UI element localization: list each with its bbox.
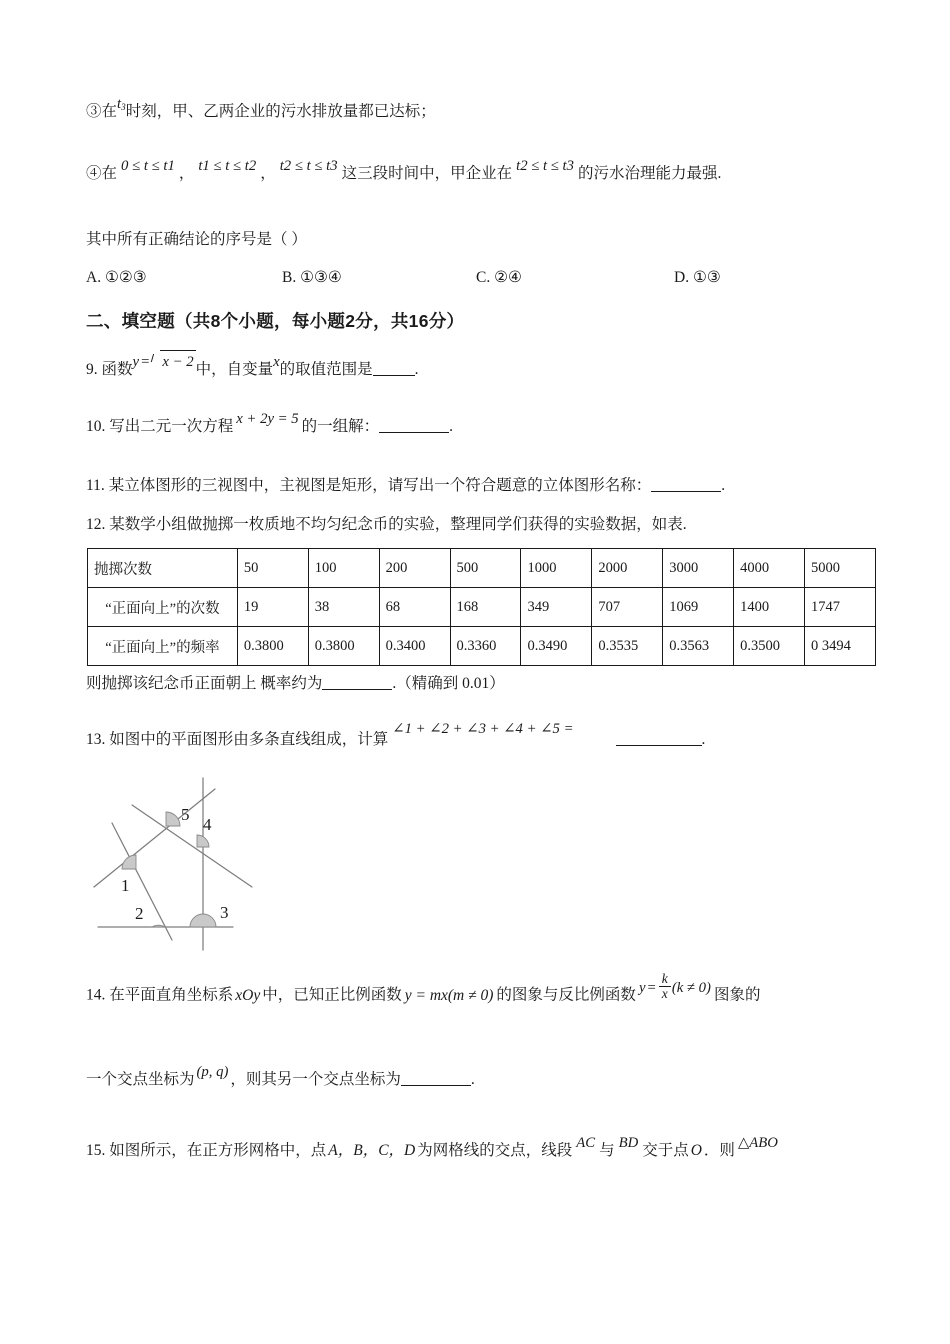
- cell-heads-4: 349: [521, 588, 592, 627]
- question-10-tail: .: [449, 418, 454, 435]
- row-header-frequency: “正面向上”的频率: [88, 627, 238, 666]
- cell-tosses-1: 100: [308, 549, 379, 588]
- statement-4: [86, 157, 722, 185]
- angle-2-arc: [152, 925, 165, 927]
- cell-freq-4: 0.3490: [521, 627, 592, 666]
- question-15-triangle-abo: △ABO: [737, 1134, 778, 1151]
- question-12: [86, 513, 687, 536]
- cell-heads-8: 1747: [805, 588, 876, 627]
- question-11-text: 某立体图形的三视图中，主视图是矩形，请写出一个符合题意的立体图形名称：: [108, 477, 652, 494]
- question-11-answer-blank[interactable]: [651, 491, 721, 492]
- question-15-mid-1: 为网格线的交点，线段: [417, 1142, 573, 1159]
- table-row-frequency: [88, 627, 876, 666]
- cell-tosses-5: 2000: [592, 549, 663, 588]
- question-10-pre: 写出二元一次方程: [109, 418, 234, 435]
- statement-4-mid: 这三段时间中，甲企业在: [341, 165, 513, 182]
- angle-label-2: 2: [135, 904, 144, 923]
- angle-label-3: 3: [220, 903, 229, 922]
- question-13-expression: ∠1 + ∠2 + ∠3 + ∠4 + ∠5 =: [392, 720, 574, 737]
- question-15-segment-bd: BD: [618, 1134, 639, 1151]
- statement-3-pre: 在: [101, 103, 118, 120]
- cell-freq-5: 0.3535: [592, 627, 663, 666]
- cell-tosses-2: 200: [379, 549, 450, 588]
- cell-heads-5: 707: [592, 588, 663, 627]
- cell-heads-2: 68: [379, 588, 450, 627]
- question-14: [86, 970, 761, 1009]
- question-9-mid: 中，自变量: [195, 361, 274, 378]
- choice-c-value: ②④: [494, 269, 522, 286]
- choice-d-value: ①③: [692, 269, 721, 286]
- question-9-answer-blank[interactable]: [373, 375, 415, 376]
- question-14-line2-post: ，则其另一个交点坐标为: [230, 1071, 401, 1088]
- question-9-post: 的取值范围是: [279, 361, 373, 378]
- statement-3-post: 时刻，甲、乙两企业的污水排放量都已达标；: [125, 103, 436, 120]
- question-11: [86, 474, 725, 497]
- experiment-data-table-wrapper: [87, 548, 876, 666]
- choice-c[interactable]: [476, 268, 522, 287]
- statement-4-pre: 在: [101, 165, 118, 182]
- question-15-number: 15.: [86, 1142, 106, 1159]
- table-row-heads-count: [88, 588, 876, 627]
- choice-b-value: ①③④: [300, 269, 342, 286]
- question-15-pre: 如图所示，在正方形网格中，点: [109, 1142, 327, 1159]
- question-14-direct-function: y = mx(m ≠ 0): [404, 986, 494, 1004]
- choice-b[interactable]: [282, 268, 342, 287]
- angle-label-4: 4: [203, 815, 212, 834]
- question-12-answer-blank[interactable]: [322, 689, 392, 690]
- choice-b-label: B.: [282, 269, 297, 286]
- question-14-line2-pre: 一个交点坐标为: [86, 1071, 195, 1088]
- question-9-tail: .: [414, 361, 419, 378]
- statement-4-range-4: t2 ≤ t ≤ t3: [516, 157, 574, 174]
- angle-4-arc: [197, 835, 209, 847]
- choice-a-value: ①②③: [104, 269, 147, 286]
- angle-label-5: 5: [181, 805, 190, 824]
- cell-heads-3: 168: [450, 588, 521, 627]
- question-14-answer-blank[interactable]: [401, 1085, 471, 1086]
- angle-1-arc: [122, 855, 136, 869]
- cell-tosses-7: 4000: [734, 549, 805, 588]
- statement-4-comma-2: ，: [260, 165, 276, 182]
- choice-prompt: 其中所有正确结论的序号是（ ）: [86, 231, 307, 248]
- choice-list: [86, 268, 876, 294]
- question-14-tail: .: [470, 1071, 475, 1088]
- question-13-answer-blank[interactable]: [616, 745, 702, 746]
- cell-heads-1: 38: [308, 588, 379, 627]
- statement-4-range-3: t2 ≤ t ≤ t3: [279, 157, 338, 174]
- question-14-coord-system: xOy: [235, 986, 261, 1004]
- sqrt-symbol: x − 2: [151, 350, 195, 373]
- question-14-mid-2: 的图象与反比例函数: [496, 986, 636, 1004]
- row-header-tosses: 抛掷次数: [88, 549, 238, 588]
- question-10-post: 的一组解：: [301, 418, 380, 435]
- row-header-heads-count: “正面向上”的次数: [88, 588, 238, 627]
- question-14-point: (p, q): [196, 1063, 229, 1080]
- cell-freq-0: 0.3800: [237, 627, 308, 666]
- cell-tosses-4: 1000: [521, 549, 592, 588]
- cell-heads-6: 1069: [663, 588, 734, 627]
- question-10-answer-blank[interactable]: [379, 432, 449, 433]
- question-9-variable: x: [273, 353, 280, 370]
- fraction-k-over-x: $\frac{k}{x}$: [659, 972, 671, 1001]
- statement-3-variable: $t_3$: [117, 95, 126, 112]
- question-13: [86, 720, 706, 751]
- choice-d[interactable]: [674, 268, 721, 287]
- question-11-number: 11.: [86, 477, 105, 494]
- question-15-points: A，B，C，D: [328, 1142, 416, 1159]
- statement-4-range-1: 0 ≤ t ≤ t1: [121, 157, 175, 174]
- cell-freq-6: 0.3563: [663, 627, 734, 666]
- statement-4-range-2: t1 ≤ t ≤ t2: [198, 157, 257, 174]
- question-14-mid-1: 中，已知正比例函数: [262, 986, 402, 1004]
- cell-freq-1: 0.3800: [308, 627, 379, 666]
- choice-a-label: A.: [86, 269, 102, 286]
- cell-tosses-6: 3000: [663, 549, 734, 588]
- angle-5-arc: [166, 812, 180, 826]
- angle-label-1: 1: [121, 876, 130, 895]
- question-14-mid-3: 图象的: [713, 986, 761, 1004]
- question-12-footer-post: .（精确到 0.01）: [392, 675, 505, 692]
- question-9-formula: y = x − 2: [133, 354, 196, 370]
- choice-a[interactable]: [86, 268, 147, 287]
- question-15-mid-3: ．则: [703, 1142, 735, 1159]
- cell-freq-3: 0.3360: [450, 627, 521, 666]
- question-11-tail: .: [721, 477, 726, 494]
- angle-3-arc: [190, 914, 216, 927]
- statement-4-marker: ④: [86, 165, 102, 182]
- cell-heads-0: 19: [237, 588, 308, 627]
- cell-freq-7: 0.3500: [734, 627, 805, 666]
- cell-freq-8: 0 3494: [805, 627, 876, 666]
- question-12-footer-pre: 则抛掷该纪念币正面朝上 概率约为: [86, 675, 323, 692]
- choice-c-label: C.: [476, 269, 491, 286]
- statement-4-post: 的污水治理能力最强.: [577, 165, 722, 182]
- question-15-mid-2: 交于点: [642, 1142, 689, 1159]
- question-12-footer: [86, 672, 505, 695]
- section-title-fill-in-blank: 二、填空题（共8个小题，每小题2分，共16分）: [86, 311, 465, 331]
- angles-diagram: [92, 772, 302, 960]
- question-10-equation: x + 2y = 5: [236, 410, 299, 427]
- cell-tosses-3: 500: [450, 549, 521, 588]
- question-13-figure: [92, 772, 302, 960]
- line-descending-right: [132, 805, 252, 887]
- cell-tosses-0: 50: [237, 549, 308, 588]
- cell-freq-2: 0.3400: [379, 627, 450, 666]
- statement-4-comma-1: ，: [178, 165, 195, 182]
- table-row-tosses: [88, 549, 876, 588]
- cell-heads-7: 1400: [734, 588, 805, 627]
- question-15-segment-ac: AC: [576, 1134, 596, 1151]
- question-13-tail: .: [701, 731, 706, 748]
- question-15-conjunction: 与: [599, 1142, 615, 1159]
- question-14-continued: [86, 1063, 475, 1091]
- question-14-pre: 在平面直角坐标系: [109, 986, 234, 1004]
- question-13-text: 如图中的平面图形由多条直线组成，计算: [109, 731, 389, 748]
- question-9-pre: 函数: [101, 361, 133, 378]
- question-10: [86, 410, 454, 438]
- question-15: [86, 1134, 781, 1162]
- question-9: [86, 353, 419, 381]
- question-12-text: 某数学小组做抛掷一枚质地不均匀纪念币的实验，整理同学们获得的实验数据，如表.: [109, 516, 687, 533]
- question-9-number: 9.: [86, 361, 98, 378]
- statement-3-marker: ③: [86, 103, 102, 120]
- choice-d-label: D.: [674, 269, 690, 286]
- statement-3: [86, 95, 436, 123]
- question-15-point-o: O: [690, 1142, 702, 1159]
- cell-tosses-8: 5000: [805, 549, 876, 588]
- question-12-number: 12.: [86, 516, 106, 533]
- question-14-inverse-function: y = $\frac{k}{x}$ (k ≠ 0): [638, 970, 711, 1002]
- question-10-number: 10.: [86, 418, 106, 435]
- experiment-data-table: [87, 548, 876, 666]
- question-14-number: 14.: [86, 986, 106, 1004]
- question-13-number: 13.: [86, 731, 106, 748]
